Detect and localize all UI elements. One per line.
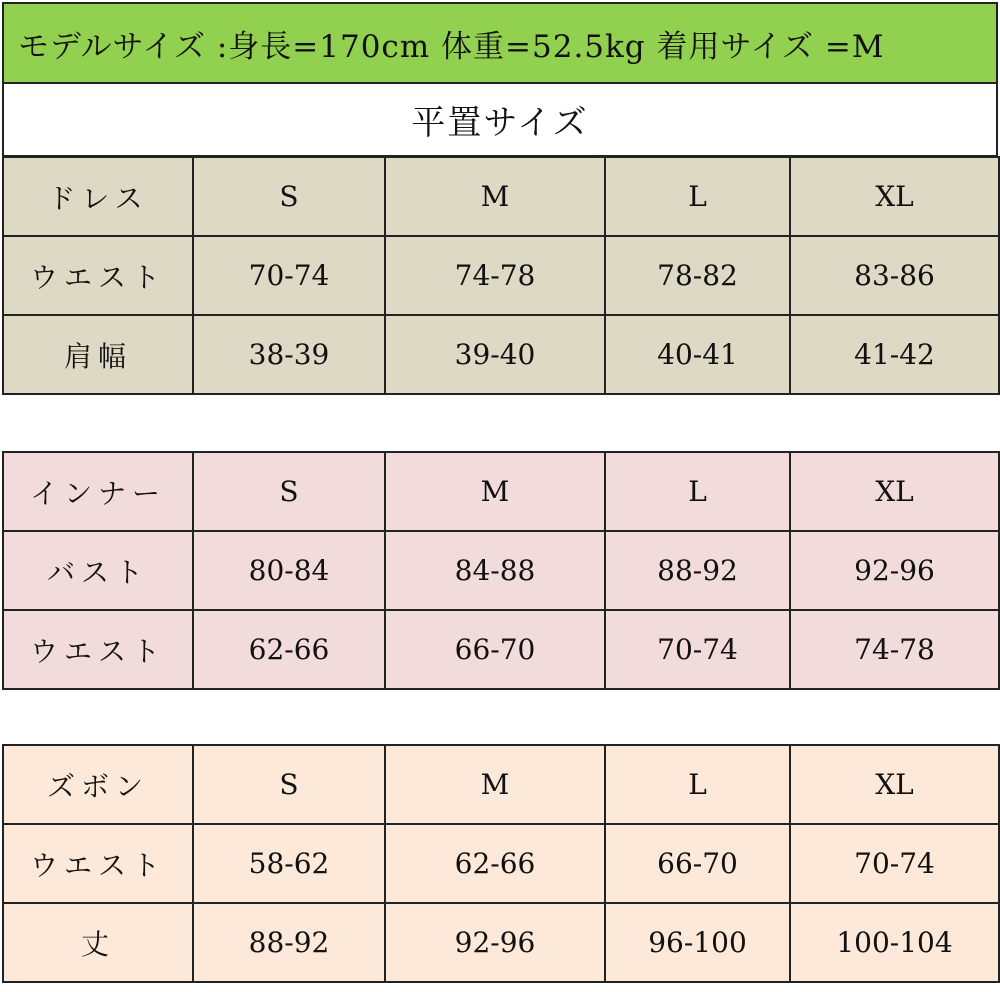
table-row — [3, 903, 999, 982]
size-cell: 62-66 — [385, 824, 605, 903]
size-cell: 92-96 — [790, 531, 999, 610]
pants-size-table — [2, 744, 1000, 983]
row-header: インナー — [3, 452, 193, 531]
size-cell: 88-92 — [605, 531, 790, 610]
size-cell: 78-82 — [605, 236, 790, 315]
size-cell: 74-78 — [385, 236, 605, 315]
size-cell: 70-74 — [605, 610, 790, 689]
table-row — [3, 157, 999, 236]
size-cell: 100-104 — [790, 903, 999, 982]
size-cell: L — [605, 745, 790, 824]
size-cell: 40-41 — [605, 315, 790, 394]
table-row — [3, 610, 999, 689]
size-cell: 88-92 — [193, 903, 385, 982]
inner-size-table — [2, 451, 1000, 690]
dress-size-table — [2, 156, 1000, 395]
size-cell: 74-78 — [790, 610, 999, 689]
size-cell: S — [193, 452, 385, 531]
table-row — [3, 315, 999, 394]
size-cell: 83-86 — [790, 236, 999, 315]
size-cell: L — [605, 452, 790, 531]
size-cell: L — [605, 157, 790, 236]
row-header: ウエスト — [3, 236, 193, 315]
size-cell: 92-96 — [385, 903, 605, 982]
table-row — [3, 236, 999, 315]
table-row — [3, 452, 999, 531]
row-header: ズボン — [3, 745, 193, 824]
row-header: 肩幅 — [3, 315, 193, 394]
row-header: ウエスト — [3, 610, 193, 689]
size-cell: 62-66 — [193, 610, 385, 689]
size-cell: 66-70 — [385, 610, 605, 689]
size-cell: XL — [790, 452, 999, 531]
table-row — [3, 531, 999, 610]
size-cell: 70-74 — [790, 824, 999, 903]
size-cell: S — [193, 745, 385, 824]
table-row — [3, 824, 999, 903]
row-header: バスト — [3, 531, 193, 610]
size-cell: M — [385, 745, 605, 824]
size-cell: XL — [790, 157, 999, 236]
size-cell: 58-62 — [193, 824, 385, 903]
size-cell: 39-40 — [385, 315, 605, 394]
model-info-text: モデルサイズ :身長=170cm 体重=52.5kg 着用サイズ =M — [18, 28, 885, 65]
flat-size-title-text: 平置サイズ — [411, 103, 589, 143]
size-cell: 96-100 — [605, 903, 790, 982]
flat-size-title — [2, 84, 998, 157]
size-cell: 66-70 — [605, 824, 790, 903]
table-row — [3, 745, 999, 824]
size-cell: S — [193, 157, 385, 236]
size-cell: 70-74 — [193, 236, 385, 315]
model-info-banner — [2, 2, 998, 84]
size-cell: XL — [790, 745, 999, 824]
size-cell: 38-39 — [193, 315, 385, 394]
size-cell: 41-42 — [790, 315, 999, 394]
size-cell: 84-88 — [385, 531, 605, 610]
size-cell: M — [385, 452, 605, 531]
size-cell: M — [385, 157, 605, 236]
row-header: ドレス — [3, 157, 193, 236]
row-header: ウエスト — [3, 824, 193, 903]
row-header: 丈 — [3, 903, 193, 982]
size-cell: 80-84 — [193, 531, 385, 610]
